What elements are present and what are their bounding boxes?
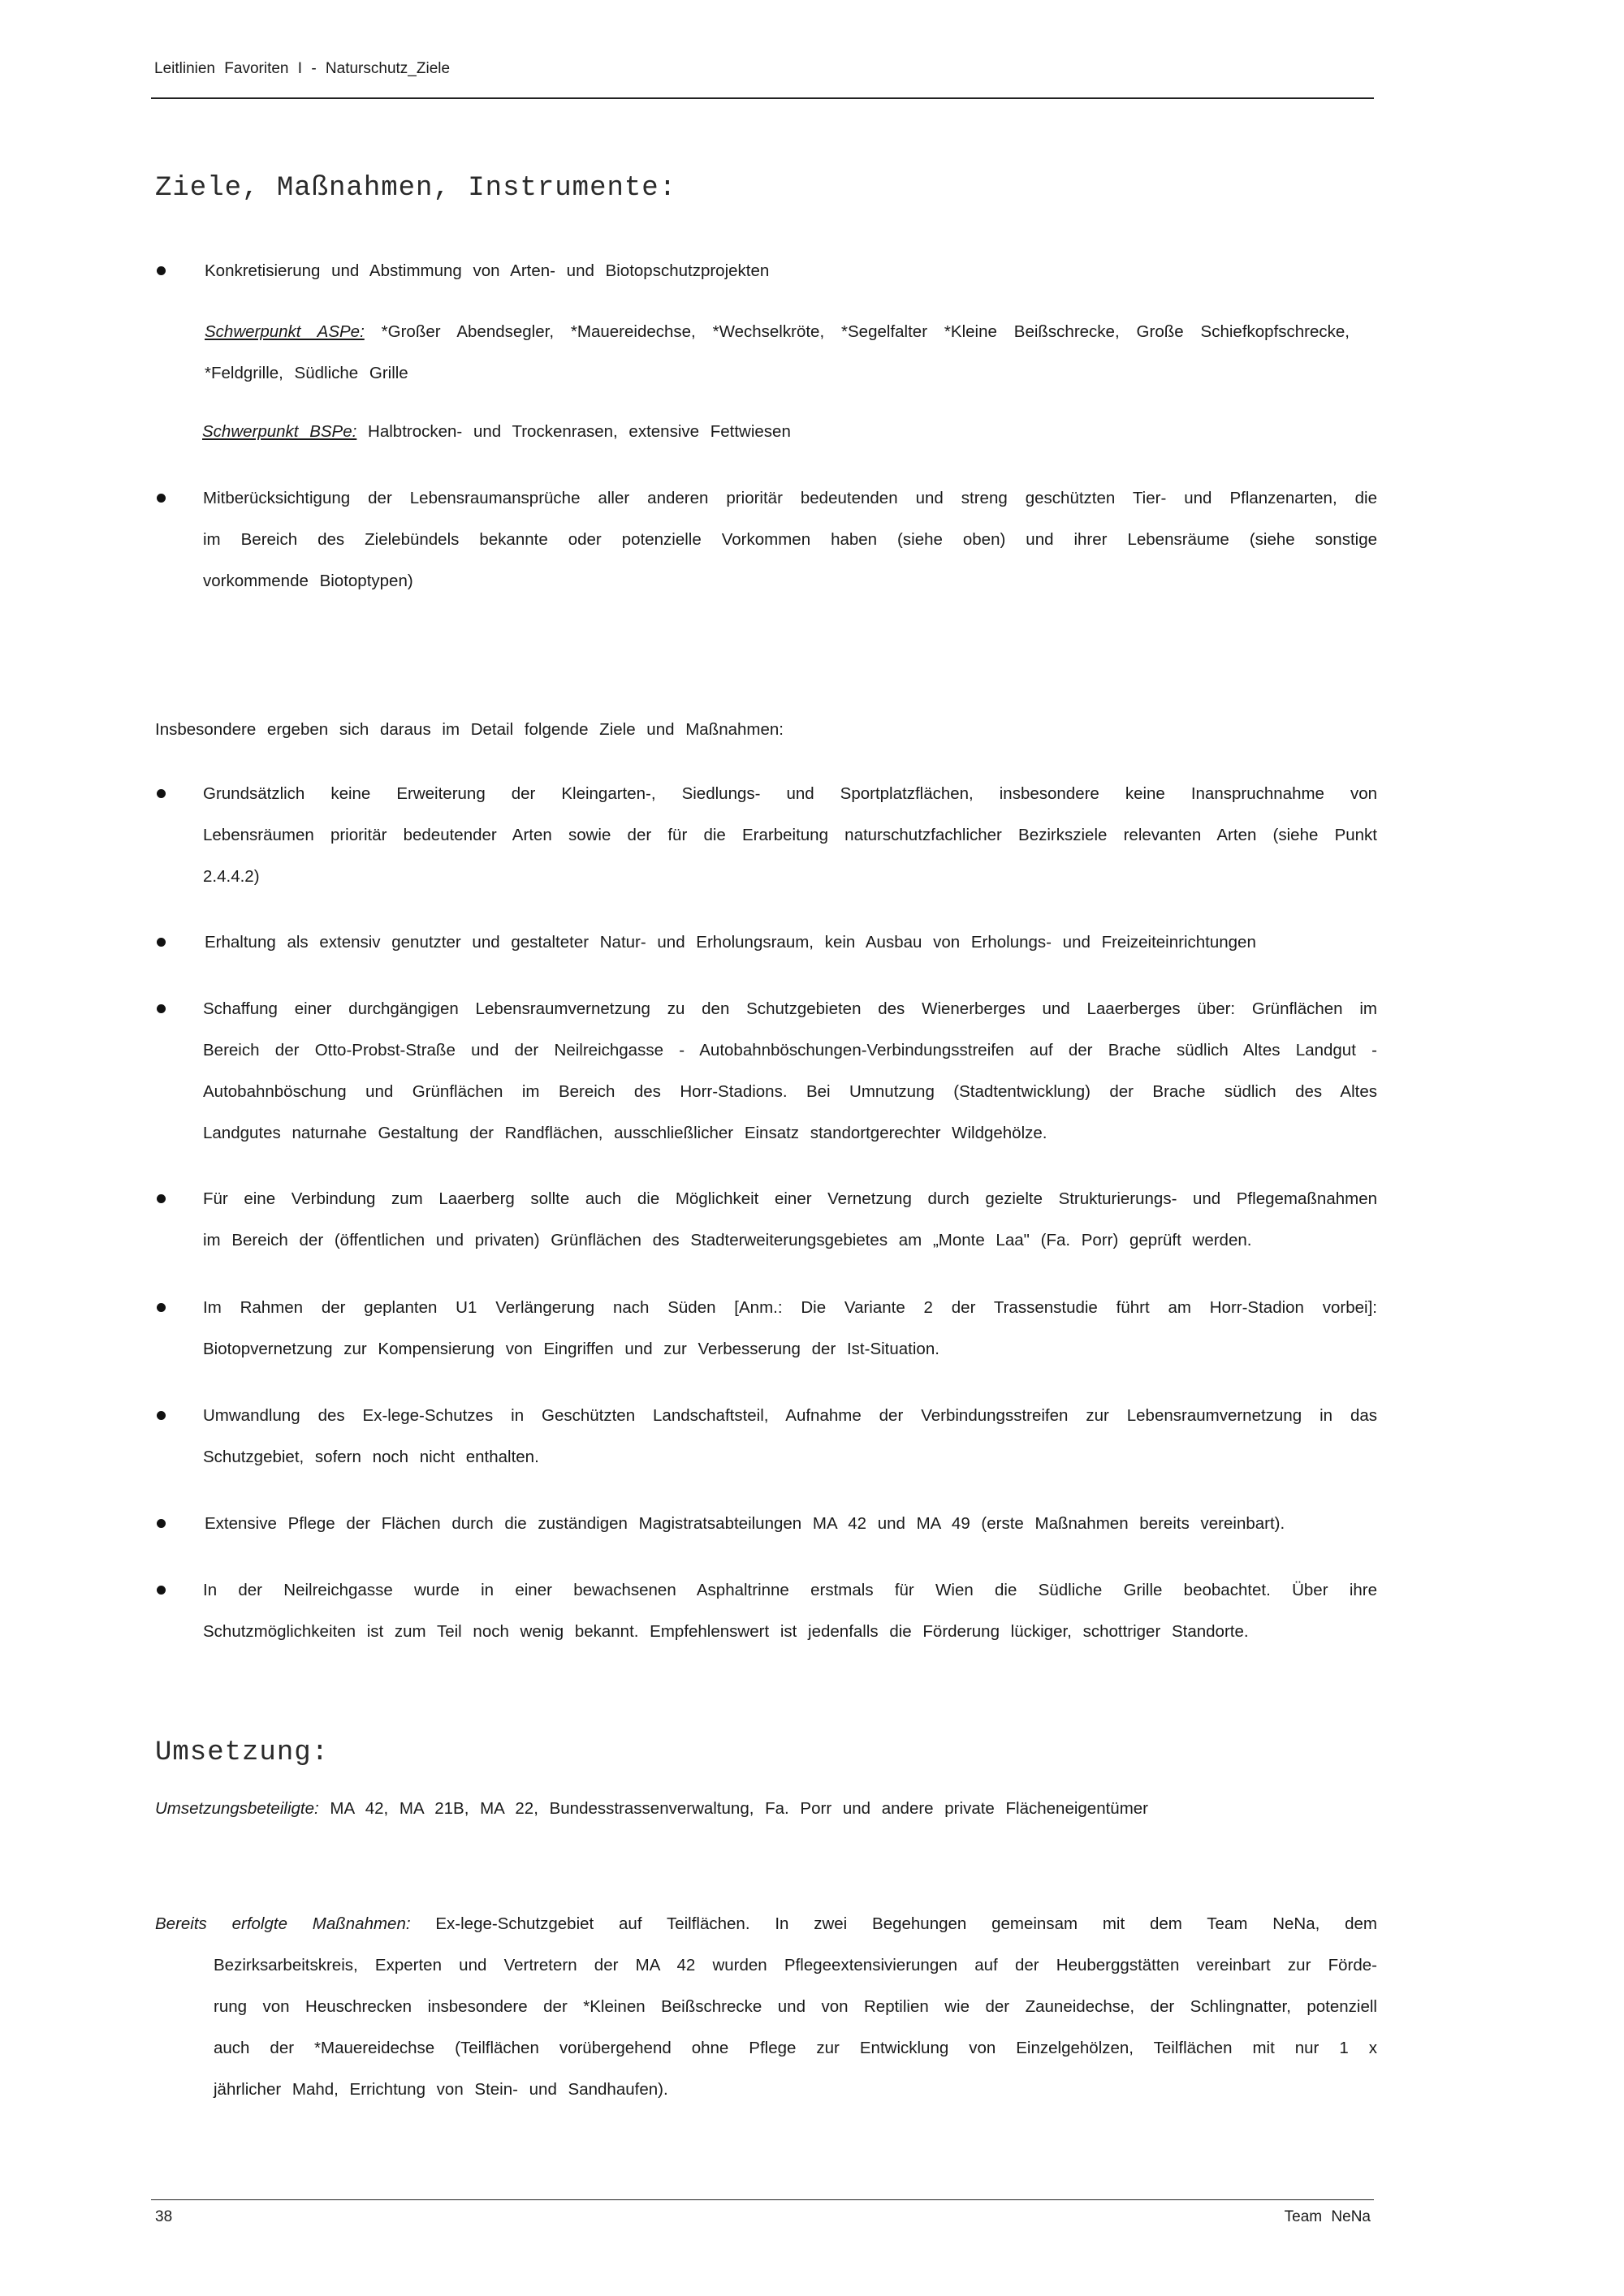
aspe-text: *Großer Abendsegler, *Mauereidechse, *Wechselkröte, *Segelfalter *Kleine Beißschrecke, Große Schiefkopfschrecke, [381, 322, 1350, 341]
page-number: 38 [155, 2208, 173, 2225]
bullet-line: im Bereich des Zielebündels bekannte oder potenzielle Vorkommen haben (siehe oben) und ihrer Lebensräume (siehe sonstige [203, 530, 1377, 549]
bullet-dot [157, 1411, 166, 1420]
erfolgte-line: jährlicher Mahd, Errichtung von Stein- und Sandhaufen). [214, 2080, 668, 2099]
beteiligte-label: Umsetzungsbeteiligte: [155, 1799, 319, 1818]
details-intro: Insbesondere ergeben sich daraus im Detail folgende Ziele und Maßnahmen: [155, 720, 784, 739]
list-item-line: 2.4.4.2) [203, 867, 260, 886]
list-item-line: Biotopvernetzung zur Kompensierung von Eingriffen und zur Verbesserung der Ist-Situation. [203, 1340, 939, 1358]
list-item-line: Im Rahmen der geplanten U1 Verlängerung nach Süden [Anm.: Die Variante 2 der Trassenstudie führt am Horr-Stadion vorbei]: [203, 1298, 1377, 1317]
list-item-line: Autobahnböschung und Grünflächen im Bereich des Horr-Stadions. Bei Umnutzung (Stadtentwicklung) der Brache südlich des Altes [203, 1082, 1377, 1101]
umsetzungsbeteiligte [155, 1799, 1148, 1819]
section-heading-umsetzung: Umsetzung: [155, 1737, 330, 1768]
list-item-line: Extensive Pflege der Flächen durch die zuständigen Magistratsabteilungen MA 42 und MA 49 (erste Maßnahmen bereits vereinbart). [205, 1514, 1285, 1533]
list-item-line: Schaffung einer durchgängigen Lebensraumvernetzung zu den Schutzgebieten des Wienerberges und Laaerberges über: Grünflächen im [203, 999, 1377, 1018]
aspe-label: Schwerpunkt ASPe: [205, 322, 365, 341]
bullet-dot [157, 494, 166, 503]
running-header: Leitlinien Favoriten I - Naturschutz_Ziele [154, 60, 451, 77]
bullet-dot [157, 1586, 166, 1595]
list-item-line: Bereich der Otto-Probst-Straße und der Neilreichgasse - Autobahnböschungen-Verbindungsstreifen auf der Brache südlich Altes Landgut - [203, 1041, 1377, 1060]
list-item-line: Schutzmöglichkeiten ist zum Teil noch wenig bekannt. Empfehlenswert ist jedenfalls die Förderung lückiger, schottriger Standorte. [203, 1622, 1249, 1641]
erfolgte-line: Bezirksarbeitskreis, Experten und Vertretern der MA 42 wurden Pflegeextensivierungen auf der Heuberggstätten vereinbart zur Förde- [214, 1956, 1377, 1974]
erfolgte-line: auch der *Mauereidechse (Teilflächen vorübergehend ohne Pflege zur Entwicklung von Einzelgehölzen, Teilflächen mit nur 1 x [214, 2039, 1377, 2057]
bullet-dot [157, 1004, 166, 1013]
bullet-dot [157, 1194, 166, 1203]
aspe-line-2: *Feldgrille, Südliche Grille [205, 364, 408, 382]
header-rule [151, 97, 1374, 99]
erfolgte-text: Ex-lege-Schutzgebiet auf Teilflächen. In zwei Begehungen gemeinsam mit dem Team NeNa, dem [435, 1914, 1377, 1933]
bullet-dot [157, 789, 166, 798]
section-heading-ziele: Ziele, Maßnahmen, Instrumente: [155, 173, 677, 204]
erfolgte-line: rung von Heuschrecken insbesondere der *Kleinen Beißschrecke und von Reptilien wie der Zauneidechse, der Schlingnatter, potenziell [214, 1997, 1377, 2016]
list-item-line: Umwandlung des Ex-lege-Schutzes in Geschützten Landschaftsteil, Aufnahme der Verbindungsstreifen zur Lebensraumvernetzung in das [203, 1406, 1377, 1425]
list-item-line: Grundsätzlich keine Erweiterung der Kleingarten-, Siedlungs- und Sportplatzflächen, insbesondere keine Inanspruchnahme von [203, 784, 1377, 803]
list-item-line: Lebensräumen prioritär bedeutender Arten sowie der für die Erarbeitung naturschutzfachlicher Bezirksziele relevanten Arten (siehe Punkt [203, 826, 1377, 844]
bullet-dot [157, 1519, 166, 1528]
bspe-text: Halbtrocken- und Trockenrasen, extensive Fettwiesen [368, 422, 791, 441]
bullet-dot [157, 266, 166, 275]
bspe-line [202, 422, 791, 442]
list-item-line: Für eine Verbindung zum Laaerberg sollte auch die Möglichkeit einer Vernetzung durch gezielte Strukturierungs- und Pflegemaßnahmen [203, 1189, 1377, 1208]
footer-rule [151, 2199, 1374, 2200]
bullet-dot [157, 938, 166, 947]
footer-author: Team NeNa [1284, 2208, 1371, 2225]
list-item-line: im Bereich der (öffentlichen und privaten) Grünflächen des Stadterweiterungsgebietes am „Monte Laa" (Fa. Porr) geprüft werden. [203, 1231, 1252, 1249]
list-item-line: In der Neilreichgasse wurde in einer bewachsenen Asphaltrinne erstmals für Wien die Südliche Grille beobachtet. Über ihre [203, 1581, 1377, 1599]
list-item-line: Schutzgebiet, sofern noch nicht enthalten. [203, 1448, 539, 1466]
list-item-line: Erhaltung als extensiv genutzter und gestalteter Natur- und Erholungsraum, kein Ausbau von Erholungs- und Freizeiteinrichtungen [205, 933, 1256, 952]
list-item-line: Landgutes naturnahe Gestaltung der Randflächen, ausschließlicher Einsatz standortgerechter Wildgehölze. [203, 1124, 1047, 1142]
bspe-label: Schwerpunkt BSPe: [202, 422, 357, 441]
beteiligte-text: MA 42, MA 21B, MA 22, Bundesstrassenverwaltung, Fa. Porr und andere private Flächeneigentümer [330, 1799, 1148, 1818]
erfolgte-label: Bereits erfolgte Maßnahmen: [155, 1914, 411, 1933]
aspe-line-1 [205, 322, 1350, 342]
bullet-text: Konkretisierung und Abstimmung von Arten- und Biotopschutzprojekten [205, 261, 770, 280]
erfolgte-line-1 [155, 1914, 1377, 1934]
bullet-line: vorkommende Biotoptypen) [203, 572, 413, 590]
bullet-line: Mitberücksichtigung der Lebensraumansprüche aller anderen prioritär bedeutenden und streng geschützten Tier- und Pflanzenarten, die [203, 489, 1377, 507]
bullet-dot [157, 1303, 166, 1312]
